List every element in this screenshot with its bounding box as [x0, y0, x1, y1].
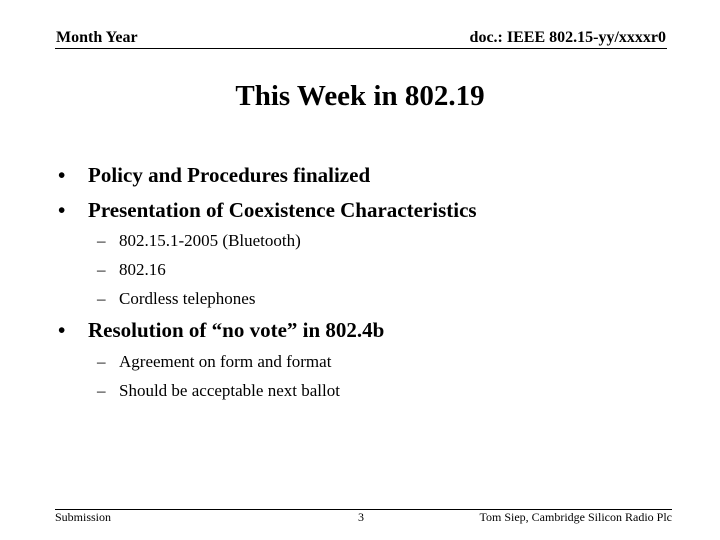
footer-submission: Submission: [55, 510, 112, 524]
sub-bullet-text: 802.16: [119, 260, 166, 279]
bullet-text: Policy and Procedures finalized: [88, 163, 371, 187]
sub-bullet-item: [97, 230, 301, 252]
bullet-item: [58, 317, 384, 343]
bullet-item: [58, 197, 477, 223]
page-number: 3: [358, 510, 364, 524]
dash-icon: –: [97, 260, 106, 279]
bullet-text: Presentation of Coexistence Characteristics: [88, 198, 477, 222]
sub-bullet-text: Should be acceptable next ballot: [119, 381, 340, 400]
bullet-dot-icon: •: [58, 318, 66, 342]
sub-bullet-item: [97, 259, 166, 281]
dash-icon: –: [97, 381, 106, 400]
sub-bullet-text: Agreement on form and format: [119, 352, 332, 371]
bullet-dot-icon: •: [58, 198, 66, 222]
sub-bullet-item: [97, 351, 331, 373]
sub-bullet-item: [97, 380, 340, 402]
sub-bullet-text: 802.15.1-2005 (Bluetooth): [119, 231, 301, 250]
footer-author: Tom Siep, Cambridge Silicon Radio Plc: [479, 510, 672, 524]
bullet-item: [58, 162, 370, 188]
bullet-text: Resolution of “no vote” in 802.4b: [88, 318, 385, 342]
header-doc-id: doc.: IEEE 802.15-yy/xxxxr0: [469, 29, 666, 46]
sub-bullet-text: Cordless telephones: [119, 289, 256, 308]
dash-icon: –: [97, 352, 106, 371]
bullet-dot-icon: •: [58, 163, 66, 187]
dash-icon: –: [97, 231, 106, 250]
dash-icon: –: [97, 289, 106, 308]
sub-bullet-item: [97, 288, 255, 310]
header-date: Month Year: [56, 29, 138, 46]
slide-title: This Week in 802.19: [235, 80, 485, 112]
